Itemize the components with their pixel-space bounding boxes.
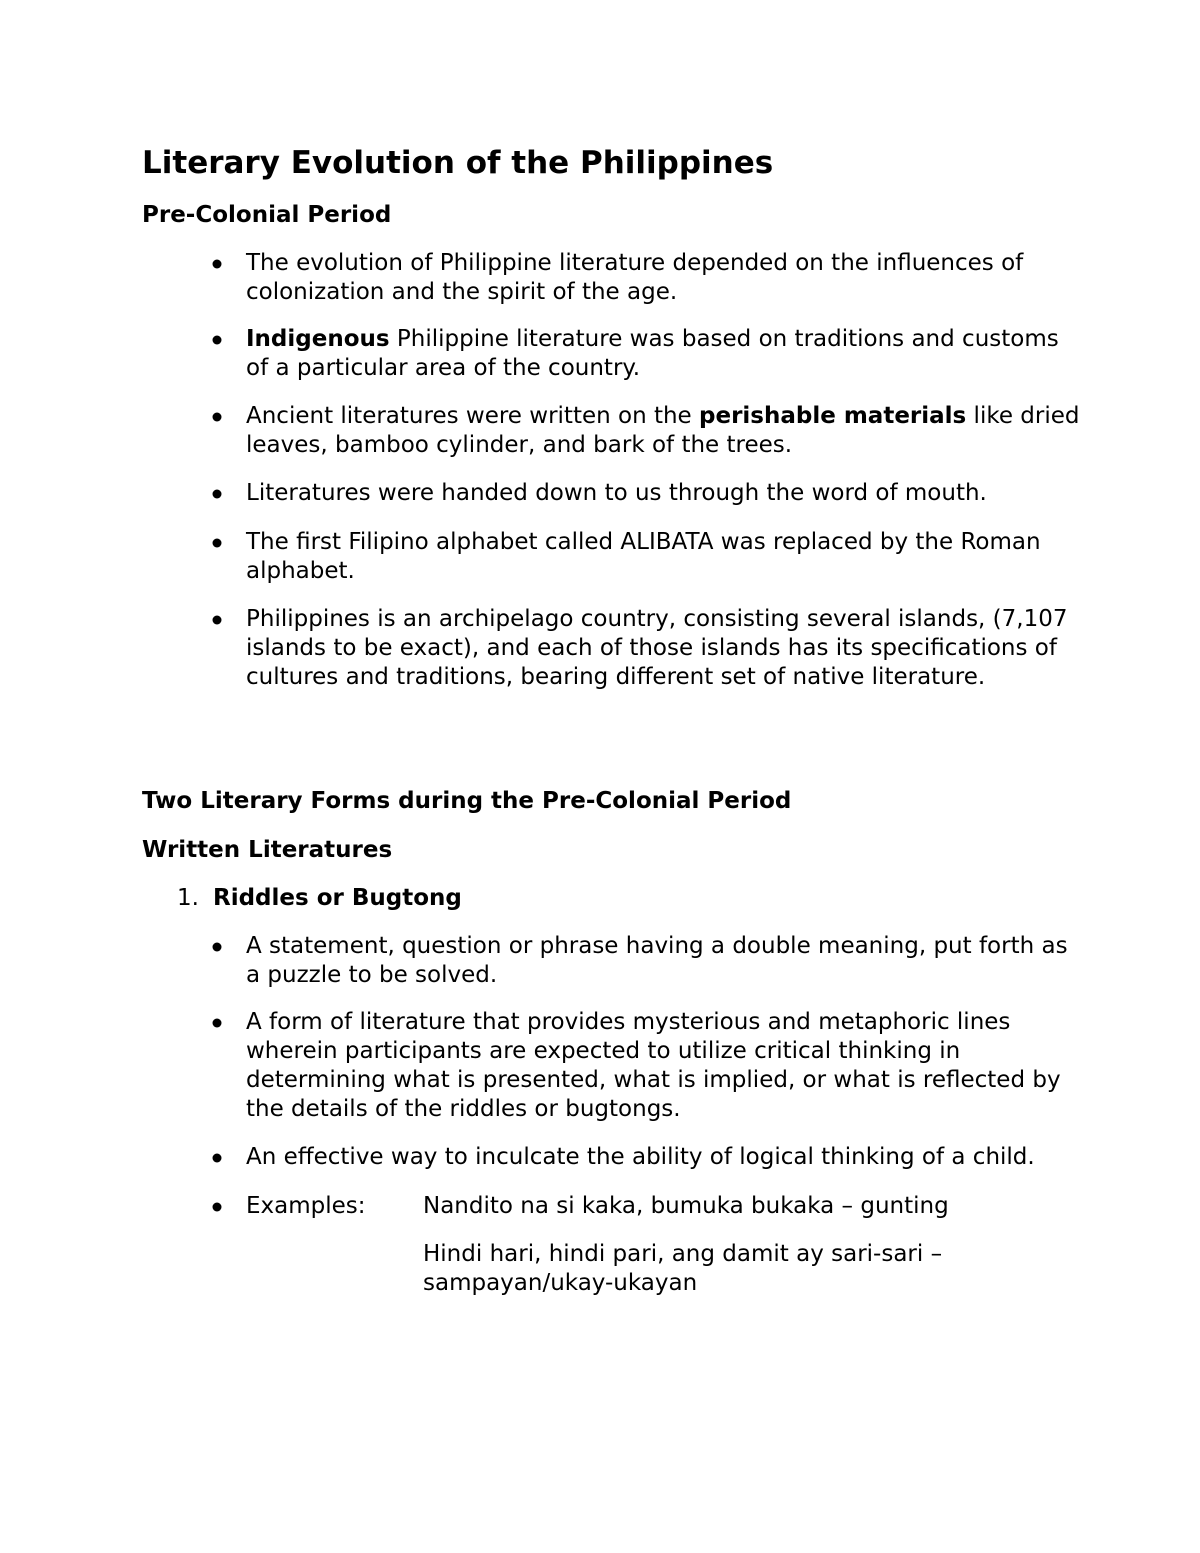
- example-text: Nandito na si kaka, bumuka bukaka – gunting: [423, 1193, 949, 1219]
- bullet-icon: [211, 258, 223, 270]
- list-item: Indigenous Philippine literature was based on traditions and customs of a particular area of the country.: [246, 326, 1059, 381]
- bullet-icon: [211, 488, 223, 500]
- list-item: Ancient literatures were written on the perishable materials like dried leaves, bamboo cylinder, and bark of the trees.: [246, 403, 1080, 458]
- example-text: Hindi hari, hindi pari, ang damit ay sari-sari – sampayan/ukay-ukayan: [423, 1241, 943, 1296]
- bullet-icon: [211, 411, 223, 423]
- bullet-icon: [211, 537, 223, 549]
- list-item: A statement, question or phrase having a double meaning, put forth as a puzzle to be solved.: [246, 933, 1068, 988]
- bullet-icon: [211, 941, 223, 953]
- page-title: Literary Evolution of the Philippines: [142, 145, 774, 181]
- section-heading-literary-forms: Two Literary Forms during the Pre-Colonial Period: [142, 788, 792, 814]
- bullet-icon: [211, 1017, 223, 1029]
- list-item: A form of literature that provides mysterious and metaphoric lines wherein participants are expected to utilize critical thinking in determining what is presented, what is implied, or what is reflected by the details of the riddles or bugtongs.: [246, 1009, 1061, 1122]
- bullet-icon: [211, 1201, 223, 1213]
- list-item: Philippines is an archipelago country, consisting several islands, (7,107 islands to be exact), and each of those islands has its specifications of cultures and traditions, bearing different set of native literature.: [246, 606, 1068, 690]
- bullet-icon: [211, 334, 223, 346]
- subheading-written-literatures: Written Literatures: [142, 837, 393, 863]
- list-item: Literatures were handed down to us through the word of mouth.: [246, 480, 987, 506]
- section-heading-pre-colonial: Pre-Colonial Period: [142, 202, 392, 228]
- bullet-icon: [211, 614, 223, 626]
- list-item: The first Filipino alphabet called ALIBATA was replaced by the Roman alphabet.: [246, 529, 1041, 584]
- list-item: The evolution of Philippine literature depended on the influences of colonization and the spirit of the age.: [246, 250, 1024, 305]
- examples-label: Examples:: [246, 1193, 366, 1219]
- list-item: An effective way to inculcate the ability of logical thinking of a child.: [246, 1144, 1035, 1170]
- list-number: 1.: [177, 885, 199, 911]
- bullet-icon: [211, 1152, 223, 1164]
- numbered-item-title: Riddles or Bugtong: [213, 885, 462, 911]
